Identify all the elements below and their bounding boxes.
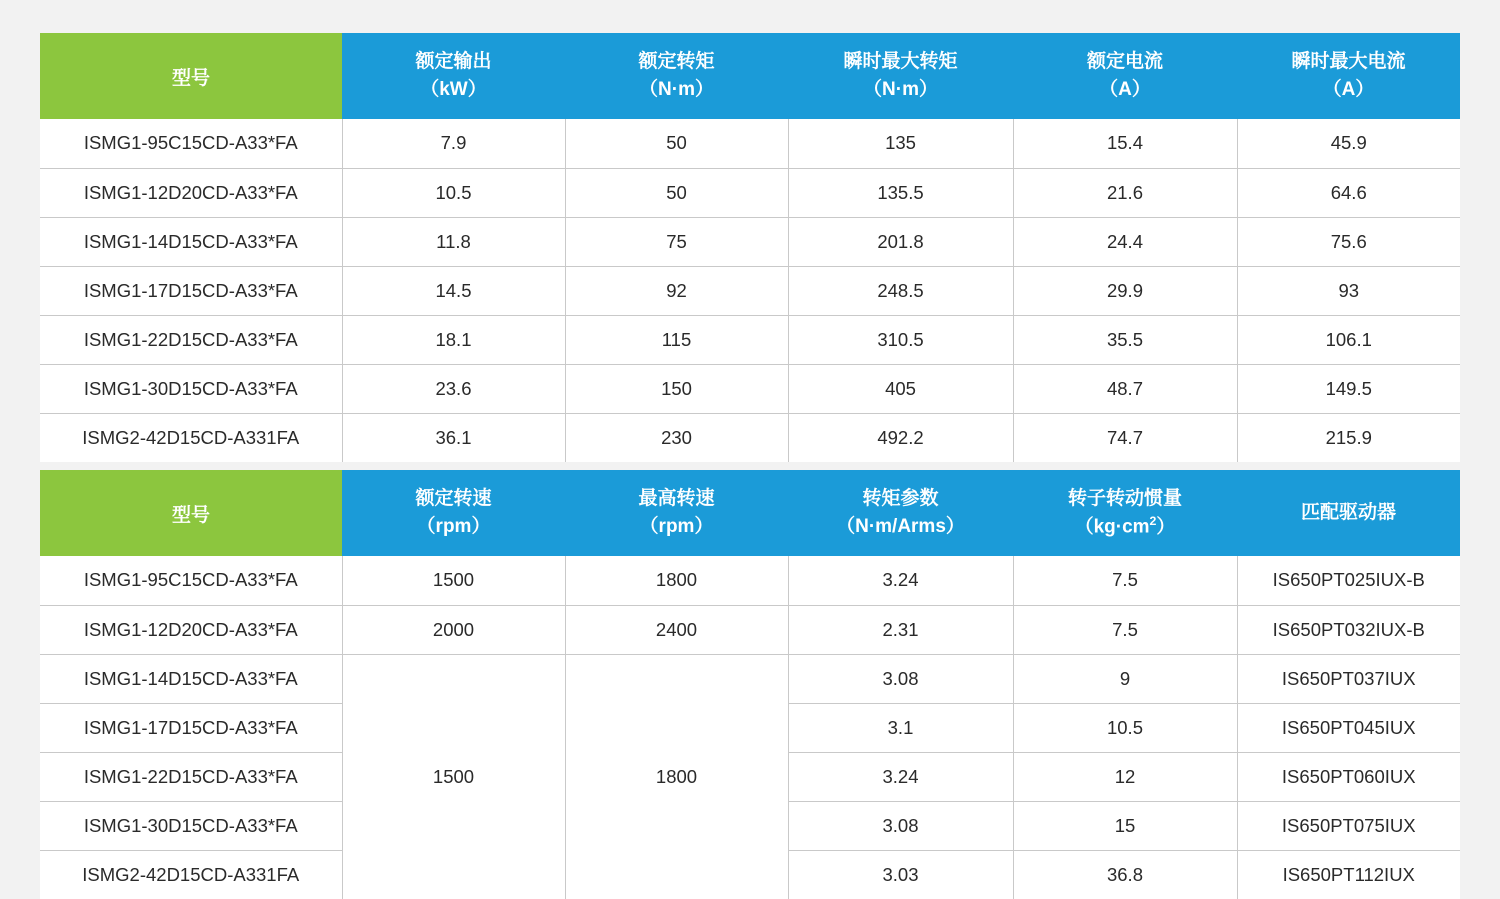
header-label-line2: （kW）	[420, 79, 487, 100]
cell-rated-current: 48.7	[1013, 364, 1237, 413]
header-label-line1: 瞬时最大转矩	[843, 51, 958, 73]
cell-peak-torque: 201.8	[788, 217, 1013, 266]
header-label-line1: 型号	[171, 67, 210, 89]
table-header-row-1	[40, 33, 1460, 119]
cell-max-speed: 2400	[565, 605, 788, 654]
cell-rated-torque: 150	[565, 364, 788, 413]
cell-rated-speed: 1500	[342, 556, 565, 605]
cell-model: ISMG2-42D15CD-A331FA	[40, 850, 342, 899]
cell-rotor-inertia: 9	[1013, 654, 1237, 703]
header-cell-rated-output	[342, 33, 565, 119]
header-label-line1: 额定输出	[415, 51, 492, 73]
cell-model: ISMG1-17D15CD-A33*FA	[40, 703, 342, 752]
cell-rotor-inertia: 10.5	[1013, 703, 1237, 752]
cell-rated-output: 10.5	[342, 168, 565, 217]
cell-rated-output: 14.5	[342, 266, 565, 315]
cell-rated-torque: 75	[565, 217, 788, 266]
cell-matching-driver: IS650PT075IUX	[1237, 801, 1460, 850]
cell-model: ISMG1-17D15CD-A33*FA	[40, 266, 342, 315]
cell-max-speed: 1800	[565, 556, 788, 605]
cell-matching-driver: IS650PT037IUX	[1237, 654, 1460, 703]
table-row	[40, 315, 1460, 364]
cell-peak-torque: 492.2	[788, 413, 1013, 462]
cell-matching-driver: IS650PT025IUX-B	[1237, 556, 1460, 605]
header-label-line1: 瞬时最大电流	[1291, 51, 1406, 73]
table-row	[40, 556, 1460, 605]
header-label-line1: 匹配驱动器	[1300, 502, 1396, 524]
table-row	[40, 413, 1460, 462]
table-row	[40, 217, 1460, 266]
header-cell-rated-speed	[342, 470, 565, 556]
cell-torque-param: 2.31	[788, 605, 1013, 654]
header-label-line2: （A）	[1322, 79, 1375, 100]
header-label-line1: 额定电流	[1086, 51, 1163, 73]
header-label-line2: （N·m）	[863, 79, 938, 100]
cell-peak-torque: 310.5	[788, 315, 1013, 364]
cell-rated-output: 11.8	[342, 217, 565, 266]
cell-model: ISMG1-95C15CD-A33*FA	[40, 556, 342, 605]
cell-model: ISMG1-12D20CD-A33*FA	[40, 168, 342, 217]
cell-torque-param: 3.24	[788, 752, 1013, 801]
cell-rated-current: 35.5	[1013, 315, 1237, 364]
cell-rated-speed-merged: 1500	[342, 654, 565, 899]
table-row	[40, 364, 1460, 413]
header-label-line1: 型号	[171, 504, 210, 526]
cell-rated-current: 24.4	[1013, 217, 1237, 266]
cell-model: ISMG1-30D15CD-A33*FA	[40, 364, 342, 413]
cell-rated-current: 74.7	[1013, 413, 1237, 462]
header-cell-rated-torque	[565, 33, 788, 119]
cell-model: ISMG1-22D15CD-A33*FA	[40, 315, 342, 364]
cell-model: ISMG1-14D15CD-A33*FA	[40, 217, 342, 266]
cell-rated-output: 36.1	[342, 413, 565, 462]
header-label-line1: 最高转速	[638, 488, 715, 510]
cell-torque-param: 3.08	[788, 654, 1013, 703]
header-label-line1: 额定转矩	[638, 51, 715, 73]
cell-rated-torque: 230	[565, 413, 788, 462]
cell-peak-current: 75.6	[1237, 217, 1460, 266]
header-cell-rated-current	[1013, 33, 1237, 119]
cell-rated-output: 7.9	[342, 119, 565, 168]
header-label-line2: （A）	[1099, 79, 1151, 100]
cell-rated-current: 21.6	[1013, 168, 1237, 217]
cell-peak-torque: 135	[788, 119, 1013, 168]
cell-peak-current: 64.6	[1237, 168, 1460, 217]
cell-rated-torque: 92	[565, 266, 788, 315]
cell-rated-current: 15.4	[1013, 119, 1237, 168]
header-label-line1: 转矩参数	[862, 488, 939, 510]
cell-matching-driver: IS650PT060IUX	[1237, 752, 1460, 801]
table-body-1	[40, 119, 1460, 462]
cell-rated-current: 29.9	[1013, 266, 1237, 315]
cell-model: ISMG1-30D15CD-A33*FA	[40, 801, 342, 850]
cell-torque-param: 3.1	[788, 703, 1013, 752]
spec-table-performance	[40, 33, 1460, 462]
header-cell-peak-current	[1237, 33, 1460, 119]
cell-peak-current: 45.9	[1237, 119, 1460, 168]
table-row	[40, 119, 1460, 168]
header-cell-matching-driver	[1237, 470, 1460, 556]
cell-model: ISMG1-95C15CD-A33*FA	[40, 119, 342, 168]
cell-max-speed-merged: 1800	[565, 654, 788, 899]
cell-model: ISMG1-22D15CD-A33*FA	[40, 752, 342, 801]
header-label-line2: $(kg\cdot cm^2)$	[1074, 513, 1176, 538]
header-cell-max-speed	[565, 470, 788, 556]
table-row	[40, 654, 1460, 703]
header-label-line1: 转子转动惯量	[1067, 488, 1182, 510]
cell-matching-driver: IS650PT045IUX	[1237, 703, 1460, 752]
header-label-line2: （N·m）	[639, 79, 714, 100]
header-cell-model	[40, 470, 342, 556]
cell-model: ISMG1-14D15CD-A33*FA	[40, 654, 342, 703]
header-cell-rotor-inertia	[1013, 470, 1237, 556]
header-label-line1: 额定转速	[415, 488, 492, 510]
header-cell-torque-param	[788, 470, 1013, 556]
cell-rotor-inertia: 36.8	[1013, 850, 1237, 899]
cell-rated-torque: 50	[565, 119, 788, 168]
cell-rated-output: 23.6	[342, 364, 565, 413]
cell-peak-current: 149.5	[1237, 364, 1460, 413]
header-label-line2: （rpm）	[416, 516, 491, 537]
cell-rated-torque: 50	[565, 168, 788, 217]
cell-torque-param: 3.08	[788, 801, 1013, 850]
cell-peak-torque: 405	[788, 364, 1013, 413]
cell-peak-current: 93	[1237, 266, 1460, 315]
cell-peak-current: 106.1	[1237, 315, 1460, 364]
spec-table-speed-driver	[40, 470, 1460, 899]
cell-torque-param: 3.03	[788, 850, 1013, 899]
cell-rotor-inertia: 12	[1013, 752, 1237, 801]
table-body-2	[40, 556, 1460, 899]
cell-rated-torque: 115	[565, 315, 788, 364]
cell-rated-output: 18.1	[342, 315, 565, 364]
table-row	[40, 168, 1460, 217]
cell-model: ISMG2-42D15CD-A331FA	[40, 413, 342, 462]
header-label-line2: （rpm）	[639, 516, 714, 537]
cell-rotor-inertia: 15	[1013, 801, 1237, 850]
table-row	[40, 605, 1460, 654]
cell-peak-torque: 248.5	[788, 266, 1013, 315]
cell-torque-param: 3.24	[788, 556, 1013, 605]
header-label-line2: （N·m/Arms）	[836, 516, 965, 537]
cell-matching-driver: IS650PT112IUX	[1237, 850, 1460, 899]
table-row	[40, 266, 1460, 315]
cell-peak-current: 215.9	[1237, 413, 1460, 462]
cell-matching-driver: IS650PT032IUX-B	[1237, 605, 1460, 654]
cell-rotor-inertia: 7.5	[1013, 556, 1237, 605]
cell-rated-speed: 2000	[342, 605, 565, 654]
cell-model: ISMG1-12D20CD-A33*FA	[40, 605, 342, 654]
spec-tables-container	[40, 33, 1460, 899]
header-cell-model	[40, 33, 342, 119]
cell-rotor-inertia: 7.5	[1013, 605, 1237, 654]
table-header-row-2	[40, 470, 1460, 556]
cell-peak-torque: 135.5	[788, 168, 1013, 217]
header-cell-peak-torque	[788, 33, 1013, 119]
